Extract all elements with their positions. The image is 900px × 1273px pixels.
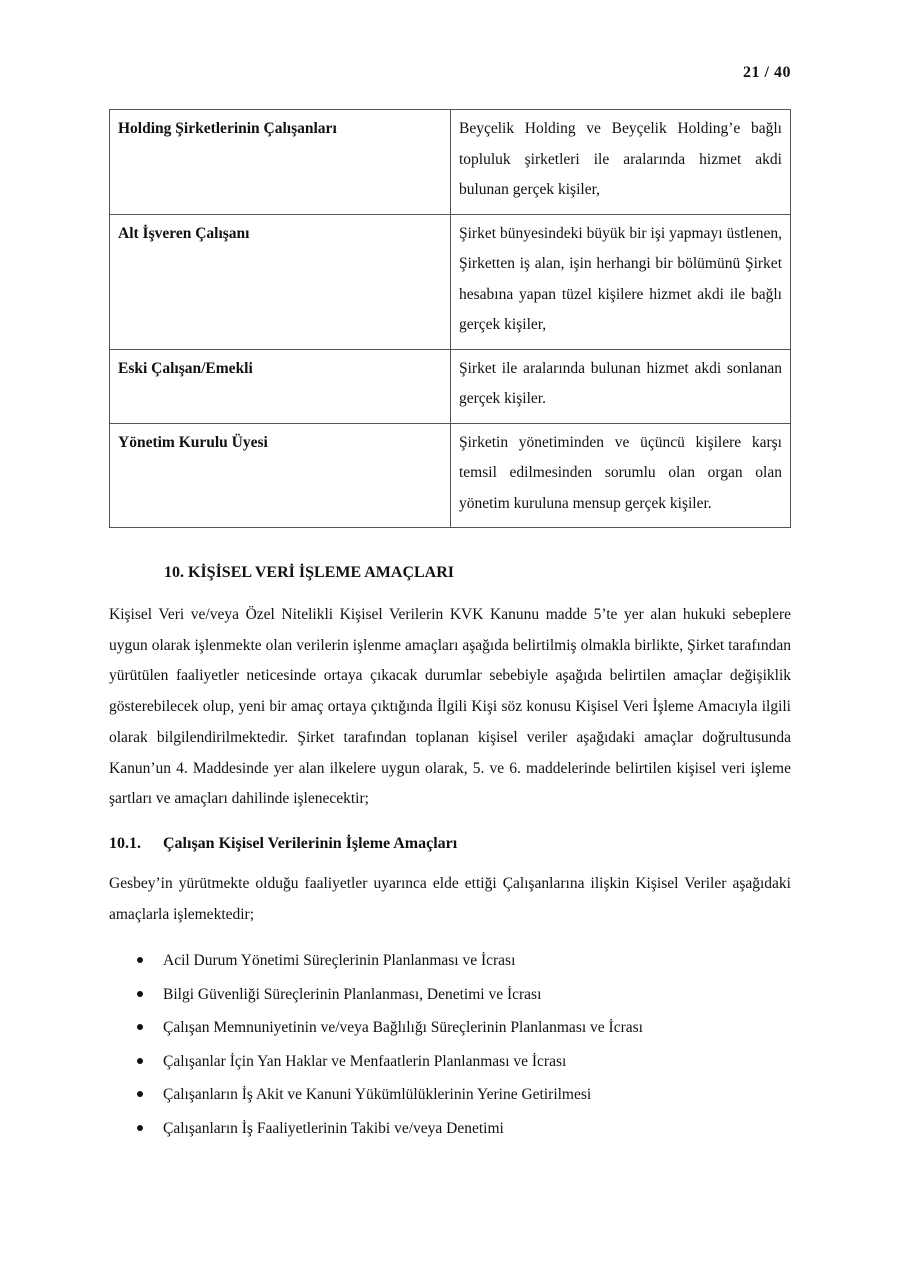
bullet-icon	[137, 1091, 143, 1097]
table-row	[110, 423, 791, 528]
bullet-icon	[137, 957, 143, 963]
list-item-text: Çalışanlar İçin Yan Haklar ve Menfaatlerin Planlanması ve İcrası	[163, 1052, 567, 1070]
page-content	[109, 558, 791, 1145]
definition-term: Eski Çalışan/Emekli	[110, 349, 451, 423]
list-item	[109, 1112, 791, 1146]
bullet-icon	[137, 1058, 143, 1064]
list-item	[109, 1011, 791, 1045]
list-item	[109, 1078, 791, 1112]
list-item-text: Çalışanların İş Akit ve Kanuni Yükümlülüklerinin Yerine Getirilmesi	[163, 1086, 592, 1104]
subsection-number: 10.1.	[109, 834, 141, 852]
list-item-text: Acil Durum Yönetimi Süreçlerinin Planlanması ve İcrası	[163, 952, 516, 970]
subsection-title: Çalışan Kişisel Verilerinin İşleme Amaçları	[163, 834, 458, 852]
table-row	[110, 349, 791, 423]
definition-description: Şirketin yönetiminden ve üçüncü kişilere karşı temsil edilmesinden sorumlu olan organ olan yönetim kuruluna mensup gerçek kişiler.	[451, 423, 791, 528]
subsection-heading	[109, 829, 791, 859]
page-number: 21 / 40	[743, 64, 791, 81]
definition-term: Holding Şirketlerinin Çalışanları	[110, 110, 451, 215]
definition-description: Şirket ile aralarında bulunan hizmet akdi sonlanan gerçek kişiler.	[451, 349, 791, 423]
bullet-icon	[137, 991, 143, 997]
definition-description: Şirket bünyesindeki büyük bir işi yapmayı üstlenen, Şirketten iş alan, işin herhangi bir bölümünü Şirket hesabına yapan tüzel kişilere hizmet akdi ile bağlı gerçek kişiler,	[451, 214, 791, 349]
list-item	[109, 1045, 791, 1079]
bullet-icon	[137, 1125, 143, 1131]
list-item-text: Çalışan Memnuniyetinin ve/veya Bağlılığı Süreçlerinin Planlanması ve İcrası	[163, 1019, 643, 1037]
section-paragraph: Kişisel Veri ve/veya Özel Nitelikli Kişisel Verilerin KVK Kanunu madde 5’te yer alan hukuki sebeplere uygun olarak işlenmekte olan verilerin işlenme amaçları aşağıda belirtilmiş olmakla birlikte, Şirket tarafından yürütülen faaliyetler neticesinde ortaya çıkacak durumlar sebebiyle aşağıda belirtilen amaçlar değişiklik gösterebilecek olup, yeni bir amaç ortaya çıktığında İlgili Kişi söz konusu Kişisel Veri İşleme Amacıyla ilgili olarak bilgilendirilmektedir. Şirket tarafından toplanan kişisel veriler aşağıdaki amaçlar doğrultusunda Kanun’un 4. Maddesinde yer alan ilkelere uygun olarak, 5. ve 6. maddelerinde belirtilen kişisel veri işleme şartları ve amaçları dahilinde işlenecektir;	[109, 606, 791, 808]
list-item	[109, 978, 791, 1012]
definition-term: Yönetim Kurulu Üyesi	[110, 423, 451, 528]
list-item-text: Bilgi Güvenliği Süreçlerinin Planlanması, Denetimi ve İcrası	[163, 985, 542, 1003]
table-row	[110, 214, 791, 349]
list-item	[109, 944, 791, 978]
section-heading: 10. KİŞİSEL VERİ İŞLEME AMAÇLARI	[164, 564, 455, 581]
purpose-list	[109, 944, 791, 1145]
bullet-icon	[137, 1024, 143, 1030]
definition-description: Beyçelik Holding ve Beyçelik Holding’e bağlı topluluk şirketleri ile aralarında hizmet akdi bulunan gerçek kişiler,	[451, 110, 791, 215]
list-item-text: Çalışanların İş Faaliyetlerinin Takibi ve/veya Denetimi	[163, 1119, 504, 1137]
subsection-intro: Gesbey’in yürütmekte olduğu faaliyetler uyarınca elde ettiği Çalışanlarına ilişkin Kişisel Veriler aşağıdaki amaçlarla işlemektedir;	[109, 874, 791, 923]
definitions-table	[109, 109, 791, 528]
table-row	[110, 110, 791, 215]
definition-term: Alt İşveren Çalışanı	[110, 214, 451, 349]
